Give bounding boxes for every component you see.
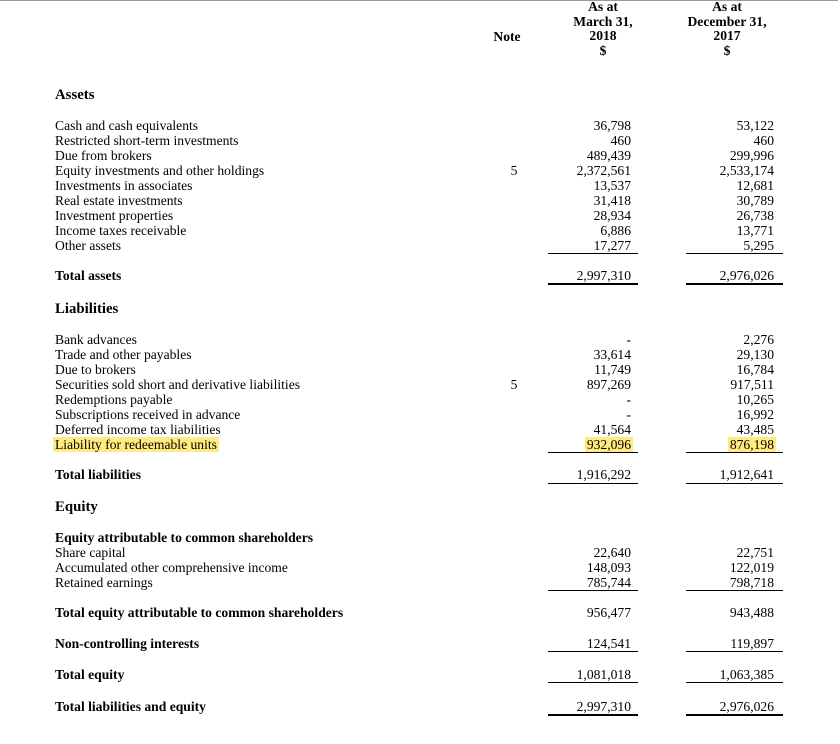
asset-label: Restricted short-term investments (55, 133, 239, 148)
liability-value-2017: 16,992 (736, 407, 774, 422)
col2-line2: December 31, (687, 13, 767, 29)
equity-value-2018: 22,640 (593, 545, 631, 560)
subtotal-rule (548, 590, 638, 591)
total-assets-2018: 2,997,310 (576, 268, 631, 283)
asset-value-2018: 489,439 (586, 148, 631, 163)
asset-value-2017: 299,996 (729, 148, 774, 163)
total-liabilities-equity-label: Total liabilities and equity (55, 699, 206, 714)
asset-value-2018: 31,418 (593, 193, 631, 208)
subtotal-rule (686, 682, 783, 683)
total-equity-2018: 1,081,018 (576, 667, 631, 682)
liability-value-2018: - (626, 332, 631, 347)
asset-value-2018: 13,537 (593, 178, 631, 193)
total-common-equity-label: Total equity attributable to common shareholders (55, 605, 344, 620)
total-equity-label: Total equity (55, 667, 125, 682)
liability-label: Bank advances (55, 332, 137, 347)
asset-value-2017: 13,771 (736, 223, 774, 238)
non-controlling-2017: 119,897 (730, 636, 774, 651)
total-common-equity-2017: 943,488 (729, 605, 774, 620)
liability-value-2017: 29,130 (736, 347, 774, 362)
liability-value-2018-highlighted (587, 438, 631, 452)
subtotal-rule (548, 253, 638, 254)
col1-line3: 2018 (589, 28, 617, 43)
liability-label: Due to brokers (55, 362, 136, 377)
equity-value-2017: 122,019 (729, 560, 774, 575)
liability-value-2018: 897,269 (586, 377, 631, 392)
asset-value-2017: 12,681 (736, 178, 774, 193)
col2-line3: 2017 (713, 28, 741, 43)
highlight-mark: Liability for redeemable units (55, 437, 217, 452)
highlight-mark: 932,096 (586, 437, 631, 452)
col1-line4: $ (599, 42, 607, 58)
column-header-2017 (647, 0, 807, 58)
asset-value-2018: 17,277 (593, 238, 631, 253)
total-equity-2017: 1,063,385 (719, 667, 774, 682)
total-rule (686, 483, 783, 484)
asset-value-2017: 5,295 (743, 238, 774, 253)
total-liabilities-label: Total liabilities (55, 467, 141, 482)
total-rule (548, 483, 638, 484)
liability-value-2018: - (626, 407, 631, 422)
total-liabilities-2018: 1,916,292 (576, 467, 631, 482)
liability-value-2017: 917,511 (730, 377, 774, 392)
asset-label: Other assets (55, 238, 122, 253)
liability-value-2018: - (626, 392, 631, 407)
equity-value-2018: 148,093 (586, 560, 631, 575)
asset-value-2018: 36,798 (593, 118, 631, 133)
non-controlling-2018: 124,541 (586, 636, 631, 651)
liability-label: Securities sold short and derivative liabilities (55, 377, 301, 392)
equity-heading: Equity (55, 499, 98, 515)
total-assets-2017: 2,976,026 (719, 268, 774, 283)
liability-value-2018: 33,614 (593, 347, 631, 362)
equity-label: Accumulated other comprehensive income (55, 560, 288, 575)
note-column-header: Note (493, 29, 521, 44)
liability-value-2017-highlighted (730, 438, 774, 452)
total-liabilities-equity-2017: 2,976,026 (719, 699, 774, 714)
total-rule (686, 283, 783, 285)
asset-value-2017: 460 (753, 133, 774, 148)
liability-value-2017: 43,485 (736, 422, 774, 437)
grand-total-rule (686, 714, 783, 716)
asset-label: Cash and cash equivalents (55, 118, 199, 133)
non-controlling-label: Non-controlling interests (55, 636, 200, 651)
total-liabilities-2017: 1,912,641 (719, 467, 774, 482)
subtotal-rule (548, 682, 638, 683)
liability-value-2018: 11,749 (594, 362, 631, 377)
total-assets-label: Total assets (55, 268, 122, 283)
asset-label: Due from brokers (55, 148, 152, 163)
col1-line2: March 31, (573, 13, 633, 29)
equity-subheading: Equity attributable to common shareholders (55, 530, 314, 545)
liabilities-heading: Liabilities (55, 301, 119, 317)
liability-value-2017: 16,784 (736, 362, 774, 377)
subtotal-rule (548, 651, 638, 652)
liability-note: 5 (510, 377, 518, 392)
liability-label: Redemptions payable (55, 392, 173, 407)
asset-label: Real estate investments (55, 193, 183, 208)
asset-value-2017: 2,533,174 (719, 163, 774, 178)
grand-total-rule (548, 714, 638, 716)
asset-label: Investments in associates (55, 178, 193, 193)
asset-label: Equity investments and other holdings (55, 163, 265, 178)
assets-heading: Assets (55, 87, 95, 103)
total-common-equity-2018: 956,477 (586, 605, 631, 620)
highlight-mark: 876,198 (729, 437, 774, 452)
subtotal-rule (686, 651, 783, 652)
asset-label: Investment properties (55, 208, 174, 223)
liability-label: Subscriptions received in advance (55, 407, 241, 422)
subtotal-rule (548, 452, 638, 453)
subtotal-rule (686, 590, 783, 591)
total-liabilities-equity-2018: 2,997,310 (576, 699, 631, 714)
liability-value-2017: 10,265 (736, 392, 774, 407)
asset-value-2018: 6,886 (600, 223, 631, 238)
col2-line1: As at (712, 0, 742, 14)
equity-value-2018: 785,744 (586, 575, 631, 590)
asset-note: 5 (510, 163, 518, 178)
col1-line1: As at (588, 0, 618, 14)
asset-value-2017: 26,738 (736, 208, 774, 223)
liability-value-2018: 41,564 (593, 422, 631, 437)
equity-label: Share capital (55, 545, 126, 560)
liability-label: Trade and other payables (55, 347, 192, 362)
total-rule (548, 283, 638, 285)
asset-value-2018: 460 (610, 133, 631, 148)
liability-label-highlighted (55, 438, 217, 452)
equity-value-2017: 22,751 (736, 545, 774, 560)
equity-value-2017: 798,718 (729, 575, 774, 590)
col2-line4: $ (723, 42, 731, 58)
asset-value-2017: 53,122 (736, 118, 774, 133)
asset-value-2018: 28,934 (593, 208, 631, 223)
asset-value-2017: 30,789 (736, 193, 774, 208)
equity-label: Retained earnings (55, 575, 153, 590)
liability-value-2017: 2,276 (743, 332, 774, 347)
subtotal-rule (686, 452, 783, 453)
subtotal-rule (686, 253, 783, 254)
liability-label: Deferred income tax liabilities (55, 422, 221, 437)
asset-label: Income taxes receivable (55, 223, 187, 238)
asset-value-2018: 2,372,561 (576, 163, 631, 178)
